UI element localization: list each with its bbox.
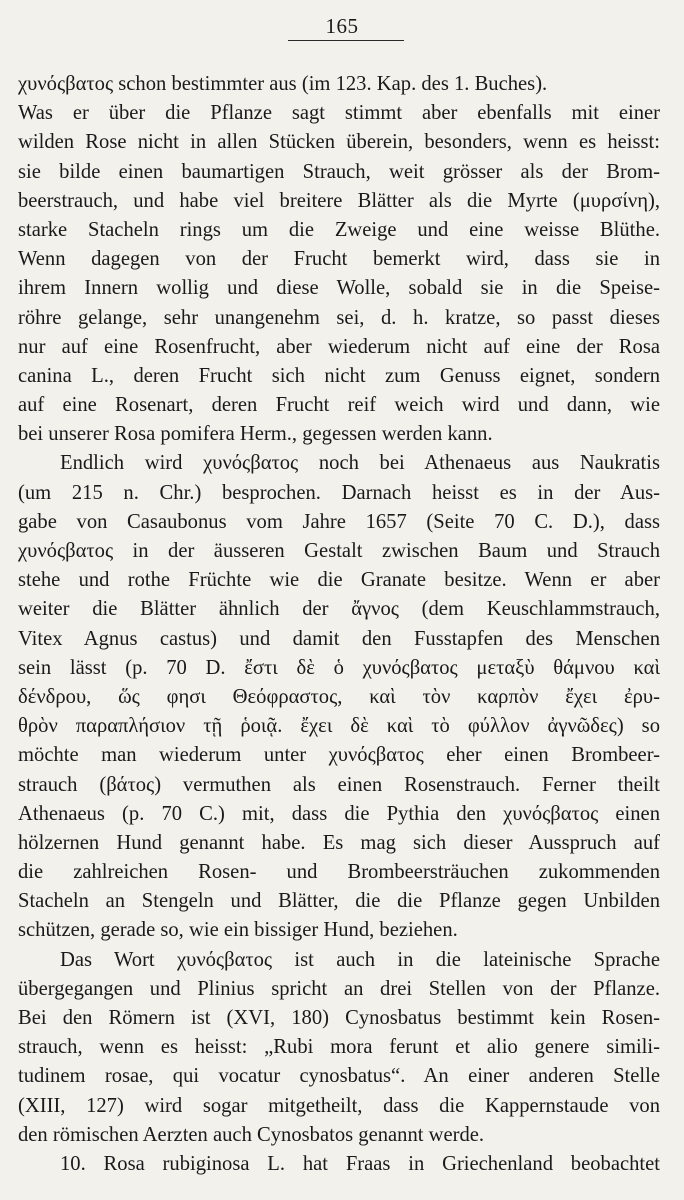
text-line: möchte man wiederum unter χυνόςβατος eher einen Brombeer- [18, 744, 660, 767]
text-line: Stacheln an Stengeln und Blätter, die die Pflanze gegen Unbilden [18, 890, 660, 913]
text-line: Das Wort χυνόςβατος ist auch in die lateinische Sprache [60, 948, 660, 971]
text-line: bei unserer Rosa pomifera Herm., gegessen werden kann. [18, 423, 493, 446]
text-line: übergegangen und Plinius spricht an drei Stellen von der Pflanze. [18, 977, 660, 1000]
text-line: Athenaeus (p. 70 C.) mit, dass die Pythia den χυνόςβατος einen [18, 802, 660, 825]
text-line: Vitex Agnus castus) und damit den Fusstapfen des Menschen [18, 627, 660, 650]
text-line: canina L., deren Frucht sich nicht zum Genuss eignet, sondern [18, 364, 660, 387]
text-line: 10. Rosa rubiginosa L. hat Fraas in Griechenland beobachtet [60, 1152, 660, 1175]
text-line: röhre gelange, sehr unangenehm sei, d. h. kratze, so passt dieses [18, 306, 660, 329]
text-line: wilden Rose nicht in allen Stücken überein, besonders, wenn es heisst: [18, 131, 660, 154]
text-line: schützen, gerade so, wie ein bissiger Hund, beziehen. [18, 919, 458, 942]
text-line: strauch (βάτος) vermuthen als einen Rosenstrauch. Ferner theilt [18, 773, 660, 796]
text-line: Was er über die Pflanze sagt stimmt aber ebenfalls mit einer [18, 102, 660, 125]
text-line: nur auf eine Rosenfrucht, aber wiederum nicht auf eine der Rosa [18, 335, 660, 358]
text-line: stehe und rothe Früchte wie die Granate besitze. Wenn er aber [18, 569, 660, 592]
text-line: χυνόςβατος in der äusseren Gestalt zwischen Baum und Strauch [18, 540, 660, 562]
page-body [18, 70, 660, 1179]
text-line: hölzernen Hund genannt habe. Es mag sich dieser Ausspruch auf [18, 831, 660, 854]
page-number: 165 [325, 14, 359, 38]
text-line: (um 215 n. Chr.) besprochen. Darnach heisst es in der Aus- [18, 481, 660, 504]
text-line: auf eine Rosenart, deren Frucht reif weich wird und dann, wie [18, 394, 660, 417]
text-line: sie bilde einen baumartigen Strauch, weit grösser als der Brom- [18, 160, 660, 183]
header-rule [288, 40, 404, 41]
text-line: sein lässt (p. 70 D. ἔστι δὲ ὁ χυνόςβατος μεταξὺ θάμνου καὶ [18, 656, 660, 679]
text-line: χυνόςβατος schon bestimmter aus (im 123. Kap. des 1. Buches). [18, 73, 548, 95]
text-line: (XIII, 127) wird sogar mitgetheilt, dass die Kappernstaude von [18, 1094, 660, 1117]
text-line: Wenn dagegen von der Frucht bemerkt wird, dass sie in [18, 248, 660, 271]
text-line: δένδρου, ὥς φησι Θεόφραστος, καὶ τὸν καρπὸν ἔχει ἐρυ- [18, 685, 660, 708]
text-line: weiter die Blätter ähnlich der ἄγνος (dem Keuschlammstrauch, [18, 598, 660, 621]
text-line: Endlich wird χυνόςβατος noch bei Athenaeus aus Naukratis [60, 452, 660, 475]
text-line: gabe von Casaubonus vom Jahre 1657 (Seite 70 C. D.), dass [18, 510, 660, 533]
text-line: θρὸν παραπλήσιον τῇ ῥοιᾷ. ἔχει δὲ καὶ τὸ φύλλον ἀγνῶδες) so [18, 715, 660, 738]
text-line: den römischen Aerzten auch Cynosbatos genannt werde. [18, 1123, 485, 1146]
text-line: strauch, wenn es heisst: „Rubi mora ferunt et alio genere simili- [18, 1036, 660, 1059]
text-line: beerstrauch, und habe viel breitere Blätter als die Myrte (μυρσίνη), [18, 189, 660, 212]
text-line: tudinem rosae, qui vocatur cynosbatus“. An einer anderen Stelle [18, 1065, 660, 1088]
text-line: Bei den Römern ist (XVI, 180) Cynosbatus bestimmt kein Rosen- [18, 1007, 660, 1029]
text-line: ihrem Innern wollig und diese Wolle, sobald sie in die Speise- [18, 277, 660, 300]
text-line: die zahlreichen Rosen- und Brombeersträuchen zukommenden [18, 861, 660, 884]
text-line: starke Stacheln rings um die Zweige und eine weisse Blüthe. [18, 218, 660, 241]
